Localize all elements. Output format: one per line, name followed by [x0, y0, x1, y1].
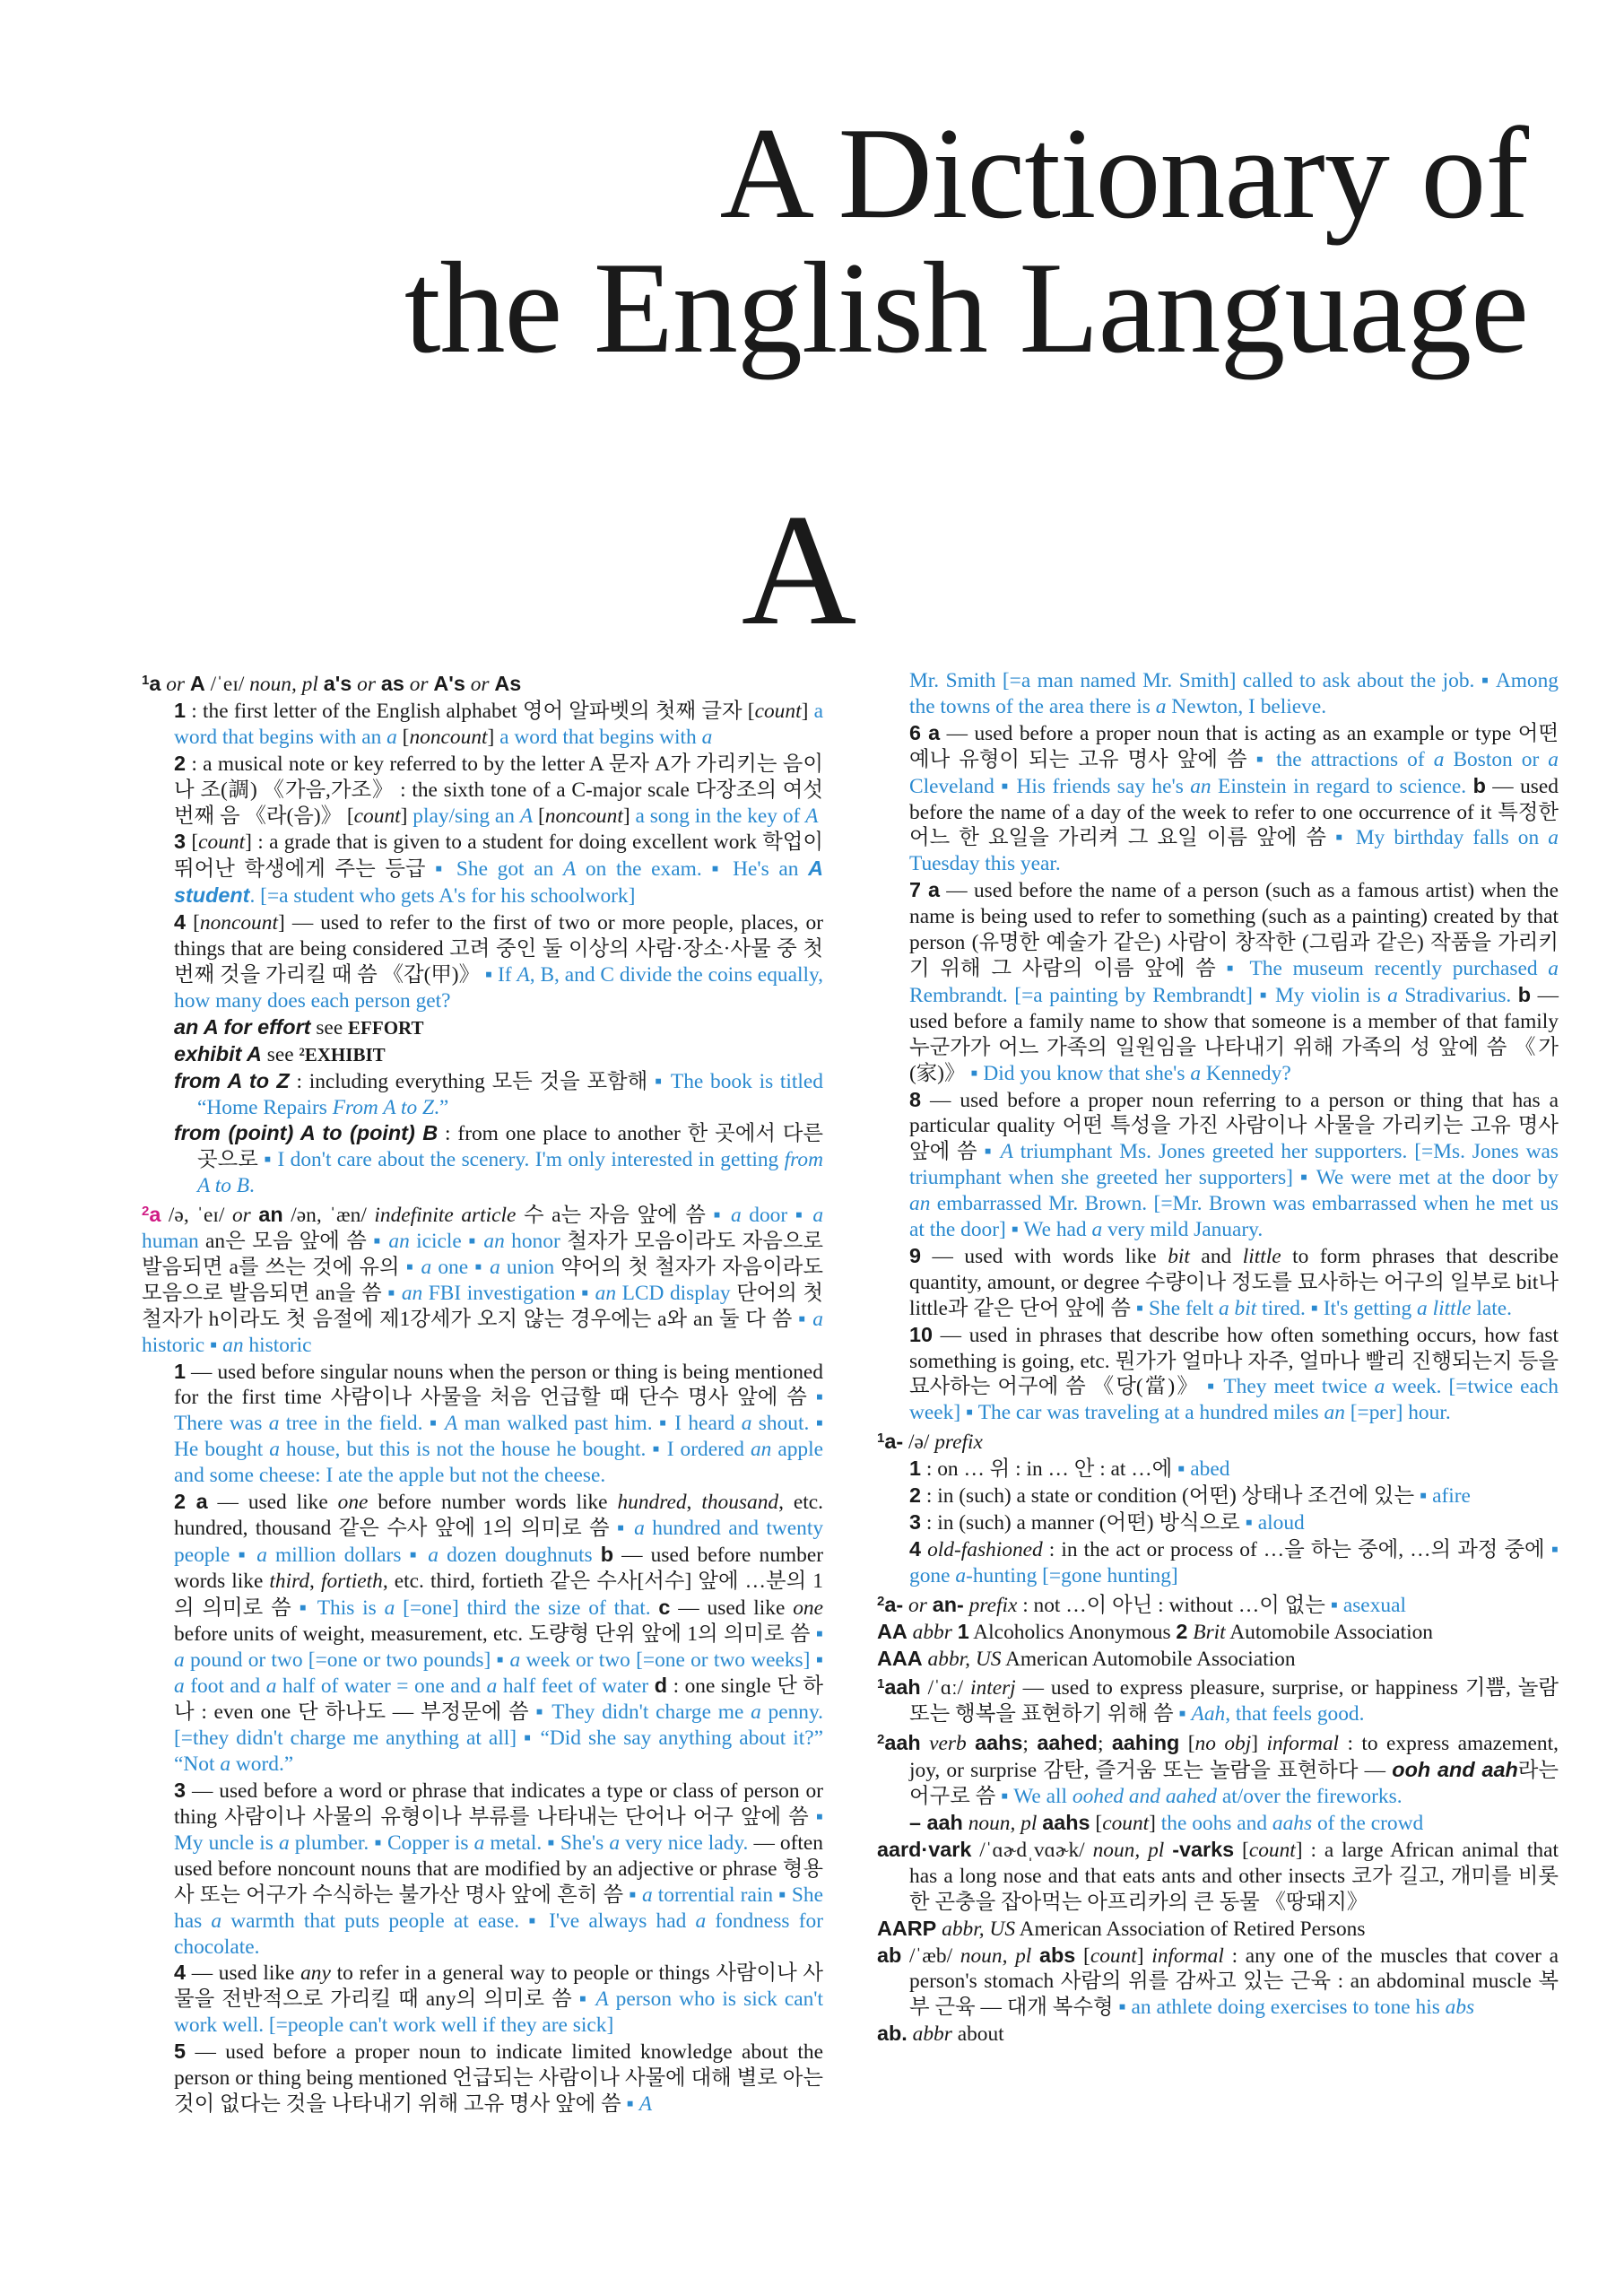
- entry-headword-1aah: $^1$aah /ˈɑː/ interj — used to express pleasure, surprise, or happiness 기쁨, 놀람 또는 행복을 표현하기 위해 씀 ▪ Aah, that feels good.: [877, 1675, 1559, 1726]
- sense: 4 [noncount] — used to refer to the first of two or more people, places, or things that are being considered 고려 중인 둘 이상의 사람·장소·사물 중 첫 번째 것을 가리킬 때 씀 《갑(甲)》 ▪ If A, B, and C divide the coins equally, how many does each person get?: [174, 910, 823, 1013]
- phrase: from A to Z : including everything 모든 것을 포함해 ▪ The book is titled “Home Repairs From A to Z.”: [174, 1068, 823, 1119]
- sense: 2 : in (such) a state or condition (어떤) 상태나 조건에 있는 ▪ afire: [909, 1483, 1471, 1509]
- entry-headword-aa: AA abbr 1 Alcoholics Anonymous 2 Brit Automobile Association: [877, 1619, 1433, 1644]
- sense: 10 — used in phrases that describe how often something occurs, how fast something is going, etc. 뭔가가 얼마나 자주, 얼마나 빨리 진행되는지 등을 묘사하는 어구에 씀 《당(當)》 ▪ They meet twice a week. [=twice each week] ▪ The car was traveling at a hundred miles an [=per] hour.: [909, 1322, 1559, 1425]
- sense: 5 — used before a proper noun to indicate limited knowledge about the person or thing being mentioned 언급되는 사람이나 사물에 대해 별로 아는 것이 없다는 것을 나타내기 위해 고유 명사 앞에 씀 ▪ A: [174, 2039, 823, 2116]
- sense: 9 — used with words like bit and little to form phrases that describe quantity, amount, or degree 수량이나 정도를 묘사하는 어구의 일부로 bit나 little과 같은 단어 앞에 씀 ▪ She felt a bit tired. ▪ It's getting a little late.: [909, 1243, 1559, 1320]
- entry-headword-2aah: $^2$aah verb aahs; aahed; aahing [no obj] informal : to express amazement, joy, or surprise 감탄, 즐거움 또는 놀람을 표현하다 — ooh and aah라는 어구로 씀 ▪ We all oohed and aahed at/over the fireworks.: [877, 1731, 1559, 1809]
- title-line-2: the English Language: [404, 235, 1528, 380]
- entry-headword-2a: $^2$a /ə, ˈeɪ/ or an /ən, ˈæn/ indefinite article 수 a는 자음 앞에 씀 ▪ a door ▪ a human an은 모음 앞에 씀 ▪ an icicle ▪ an honor 철자가 모음이라도 자음으로 발음되면 a를 쓰는 것에 유의 ▪ a one ▪ a union 약어의 첫 철자가 자음이라도 모음으로 발음되면 an을 씀 ▪ an FBI investigation ▪ an LCD display 단어의 첫 철자가 h이라도 첫 음절에 제1강세가 오지 않는 경우에는 a와 an 둘 다 씀 ▪ a historic ▪ an historic: [142, 1203, 824, 1357]
- entry-headword-aaa: AAA abbr, US American Automobile Association: [877, 1646, 1296, 1671]
- phrase: an A for effort see EFFORT: [174, 1014, 424, 1039]
- sense-continued: Mr. Smith [=a man named Mr. Smith] called to ask about the job. ▪ Among the towns of the area there is a Newton, I believe.: [909, 669, 1559, 718]
- entry-headword-ab-abbr: ab. abbr about: [877, 2022, 1004, 2047]
- entry-headword-ab: ab /ˈæb/ noun, pl abs [count] informal : any one of the muscles that cover a person's stomach 사람의 위를 감싸고 있는 근육 : an abdominal muscle 복부 근육 — 대개 복수형 ▪ an athlete doing exercises to tone his abs: [877, 1943, 1559, 2020]
- sense: 1 : the first letter of the English alphabet 영어 알파벳의 첫째 글자 [count] a word that begins with an a [noncount] a word that begins with a: [174, 698, 824, 749]
- entry-headword-1a-prefix: $^1$a- /ə/ prefix: [877, 1430, 983, 1455]
- sense: 4 — used like any to refer in a general way to people or things 사람이나 사물을 전반적으로 가리킬 때 any의 의미로 씀 ▪ A person who is sick can't work well. [=people can't work well if they are sick]: [174, 1961, 824, 2038]
- sense: 8 — used before a proper noun referring to a person or thing that has a particular quality 어떤 특성을 가진 사람이나 사물을 가리키는 고유 명사 앞에 씀 ▪ A triumphant Ms. Jones greeted her supporters. [=Ms. Jones was triumphant when she greeted her supporters] ▪ We were met at the door by an embarrassed Mr. Brown. [=Mr. Brown was embarrassed when he met us at the door] ▪ We had a very mild January.: [909, 1087, 1559, 1242]
- sense: 3 [count] : a grade that is given to a student for doing excellent work 학업이 뛰어난 학생에게 주는 등급 ▪ She got an A on the exam. ▪ He's an A student. [=a student who gets A's for his schoolwork]: [174, 830, 823, 909]
- sense: 3 — used before a word or phrase that indicates a type or class of person or thing 사람이나 사물의 유형이나 부류를 나타내는 단어나 어구 앞에 씀 ▪ My uncle is a plumber. ▪ Copper is a metal. ▪ She's a very nice lady. — often used before noncount nouns that are modified by an adjective or phrase 형용사 또는 어구가 수식하는 불가산 명사 앞에 흔히 씀 ▪ a torrential rain ▪ She has a warmth that puts people at ease. ▪ I've always had a fondness for chocolate.: [174, 1779, 823, 1959]
- phrase: exhibit A see ²EXHIBIT: [174, 1041, 386, 1066]
- phrase: from (point) A to (point) B : from one place to another 한 곳에서 다른 곳으로 ▪ I don't care about the scenery. I'm only interested in getting from A to B.: [174, 1121, 823, 1198]
- entry-headword-aardvark: aard·vark /ˈɑɚdˌvɑɚk/ noun, pl -varks [count] : a large African animal that has a long nose and that eats ants and other insects 코가 길고, 개미를 비롯한 곤충을 잡아먹는 아프리카의 큰 동물 《땅돼지》: [877, 1837, 1559, 1914]
- derived-form-aah: – aah noun, pl aahs [count] the oohs and aahs of the crowd: [909, 1810, 1424, 1835]
- sense: 7 a — used before the name of a person (such as a famous artist) when the name is being used to refer to something (such as a painting) created by that person (유명한 예술가 같은) 사람이 창작한 (그림과 같은) 작품을 가리키기 위해 그 사람의 이름 앞에 씀 ▪ The museum recently purchased a Rembrandt. [=a painting by Rembrandt] ▪ My violin is a Stradivarius. b — used before a family name to show that someone is a member of that family 누군가가 어느 가족의 일원임을 나타내기 위해 가족의 성 앞에 씀 《가(家)》 ▪ Did you know that she's a Kennedy?: [909, 878, 1559, 1085]
- entry-headword-2a-prefix: $^2$a- or an- prefix : not …이 아닌 : without …이 없는 ▪ asexual: [877, 1592, 1406, 1617]
- dictionary-title: [404, 100, 1528, 380]
- right-column: [877, 668, 1559, 2048]
- entry-headword-1a: $^1$a or A /ˈeɪ/ noun, pl a's or as or A's or As: [142, 672, 522, 696]
- sense: 2 a — used like one before number words like hundred, thousand, etc. hundred, thousand 같은 수사 앞에 1의 의미로 씀 ▪ a hundred and twenty people ▪ a million dollars ▪ a dozen doughnuts b — used before number words like third, fortieth, etc. third, fortieth 같은 수사[서수] 앞에 …분의 1의 의미로 씀 ▪ This is a [=one] third the size of that. c — used like one before units of weight, measurement, etc. 도량형 단위 앞에 1의 의미로 씀 ▪ a pound or two [=one or two pounds] ▪ a week or two [=one or two weeks] ▪ a foot and a half of water = one and a half feet of water d : one single 단 하나 : even one 단 하나도 — 부정문에 씀 ▪ They didn't charge me a penny. [=they didn't charge me anything at all] ▪ “Did she say anything about it?” “Not a word.”: [174, 1490, 824, 1777]
- title-line-1: A Dictionary of: [719, 100, 1528, 246]
- sense: 1 — used before singular nouns when the person or thing is being mentioned for the first time 사람이나 사물을 처음 언급할 때 단수 명사 앞에 씀 ▪ There was a tree in the field. ▪ A man walked past him. ▪ I heard a shout. ▪ He bought a house, but this is not the house he bought. ▪ I ordered an apple and some cheese: I ate the apple but not the cheese.: [174, 1359, 823, 1488]
- sense: 6 a — used before a proper noun that is acting as an example or type 어떤 예나 유형이 되는 고유 명사 앞에 씀 ▪ the attractions of a Boston or a Cleveland ▪ His friends say he's an Einstein in regard to science. b — used before the name of a day of the week to refer to one occurrence of it 특정한 어느 한 요일을 가리켜 그 요일 이름 앞에 씀 ▪ My birthday falls on a Tuesday this year.: [909, 720, 1559, 876]
- section-letter: A: [741, 481, 857, 658]
- entry-headword-aarp: AARP abbr, US American Association of Retired Persons: [877, 1916, 1366, 1941]
- sense: 3 : in (such) a manner (어떤) 방식으로 ▪ aloud: [909, 1510, 1305, 1535]
- sense: 1 : on … 위 : in … 안 : at …에 ▪ abed: [909, 1457, 1230, 1482]
- sense: 4 old-fashioned : in the act or process of …을 하는 중에, …의 과정 중에 ▪ gone a-hunting [=gone hunting]: [909, 1536, 1559, 1587]
- left-column: [142, 668, 823, 2118]
- sense: 2 : a musical note or key referred to by the letter A 문자 A가 가리키는 음이나 조(調) 《가음,가조》 : the sixth tone of a C-major scale 다장조의 여섯 번째 음 《라(음)》 [count] play/sing an A [noncount] a song in the key of A: [174, 751, 823, 828]
